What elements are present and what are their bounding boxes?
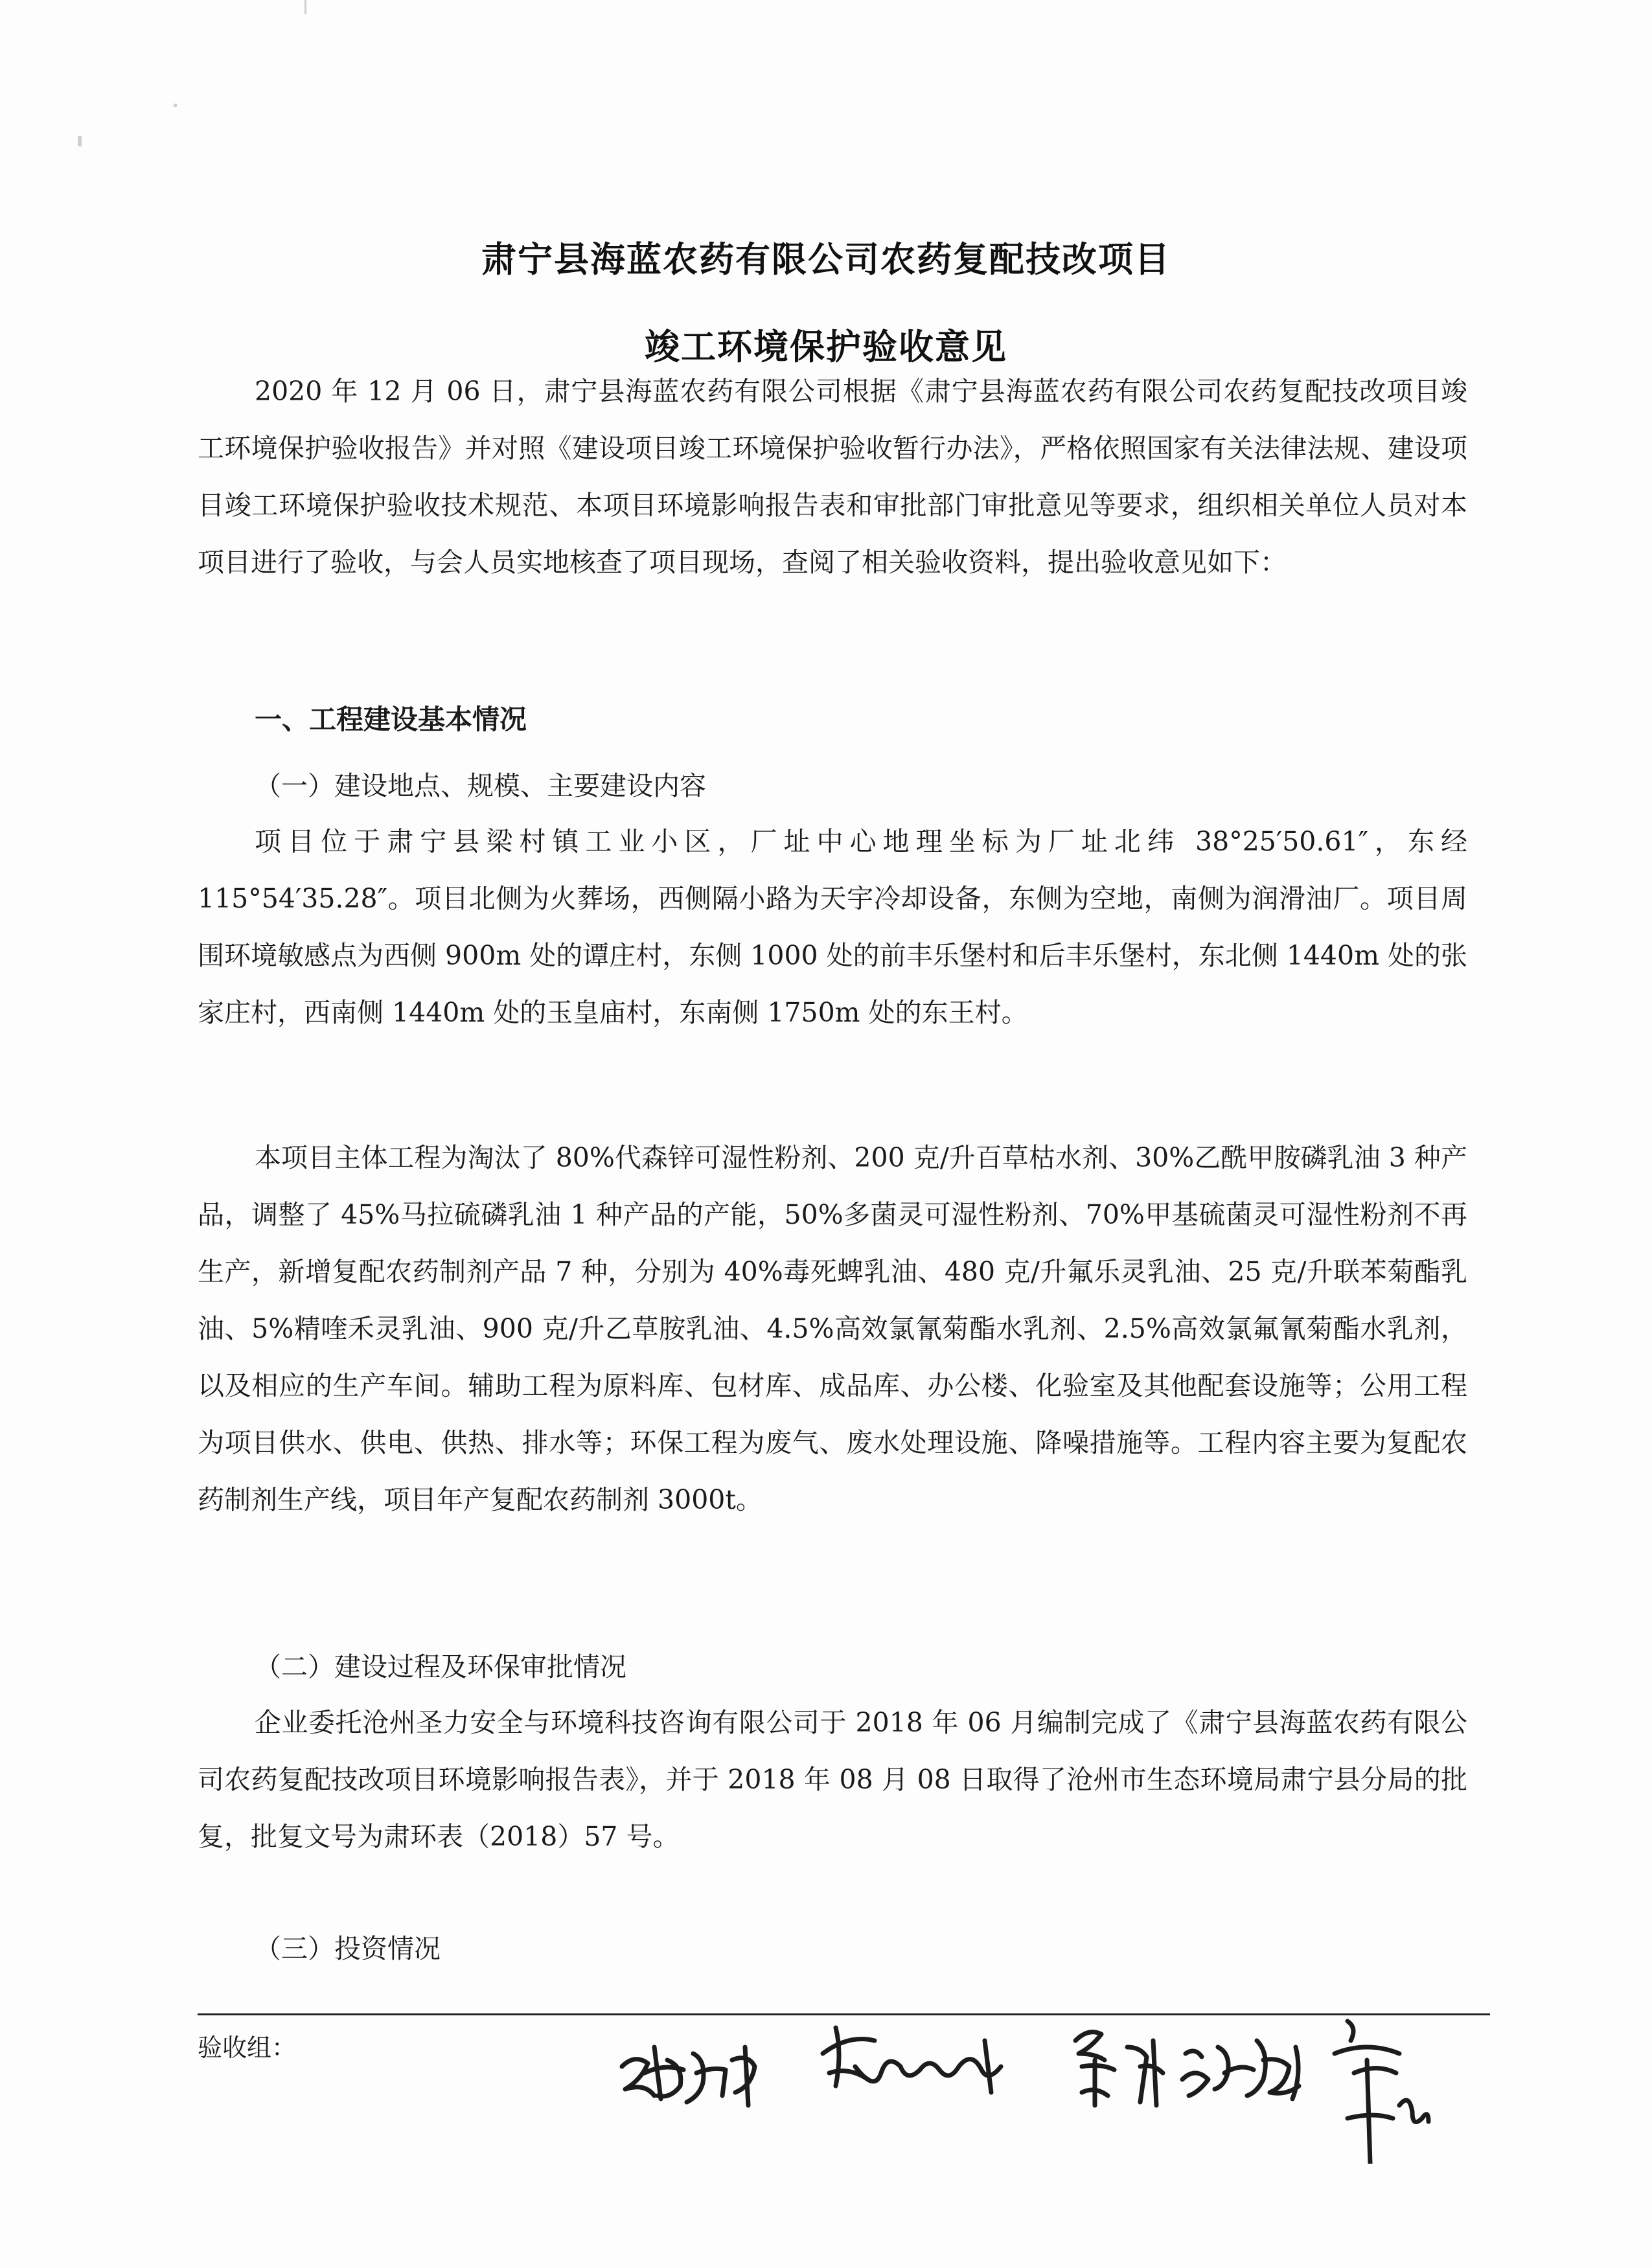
signature-3 [1075,2032,1163,2105]
signature-1 [622,2047,755,2105]
subheading-investment: （三）投资情况 [255,1933,441,1964]
signature-4 [1182,2041,1299,2099]
scan-artifact [174,104,177,107]
scan-artifact [304,0,306,14]
approval-paragraph: 企业委托沧州圣力安全与环境科技咨询有限公司于 2018 年 06 月编制完成了《肃宁县海蓝农药有限公司农药复配技改项目环境影响报告表》，并于 2018 年 08 月 08 日取得了沧州市生态环境局肃宁县分局的批复，批复文号为肃环表（2018）57 号。 [198,1707,1467,1852]
intro-paragraph: 2020 年 12 月 06 日，肃宁县海蓝农药有限公司根据《肃宁县海蓝农药有限公司农药复配技改项目竣工环境保护验收报告》并对照《建设项目竣工环境保护验收暂行办法》，严格依照国家有关法律法规、建设项目竣工环境保护验收技术规范、本项目环境影响报告表和审批部门审批意见等要求，组织相关单位人员对本项目进行了验收，与会人员实地核查了项目现场，查阅了相关验收资料，提出验收意见如下： [198,376,1467,578]
signature-2 [823,2028,1001,2092]
acceptance-group-label: 验收组： [198,2033,297,2062]
subheading-approval-process: （二）建设过程及环保审批情况 [255,1651,626,1682]
document-title-line2: 竣工环境保护验收意见 [645,326,1007,367]
subheading-location-scale: （一）建设地点、规模、主要建设内容 [255,770,706,801]
main-works-paragraph: 本项目主体工程为淘汰了 80%代森锌可湿性粉剂、200 克/升百草枯水剂、30%乙酰甲胺磷乳油 3 种产品，调整了 45%马拉硫磷乳油 1 种产品的产能，50%多菌灵可湿性粉剂、70%甲基硫菌灵可湿性粉剂不再生产，新增复配农药制剂产品 7 种，分别为 40%毒死蜱乳油、480 克/升氟乐灵乳油、25 克/升联苯菊酯乳油、5%精喹禾灵乳油、900 克/升乙草胺乳油、4.5%高效氯氰菊酯水乳剂、2.5%高效氯氟氰菊酯水乳剂，以及相应的生产车间。辅助工程为原料库、包材库、成品库、办公楼、化验室及其他配套设施等；公用工程为项目供水、供电、供热、排水等；环保工程为废气、废水处理设施、降噪措施等。工程内容主要为复配农药制剂生产线，项目年产复配农药制剂 3000t。 [198,1142,1467,1515]
section-heading-engineering: 一、工程建设基本情况 [255,704,527,735]
handwritten-signatures [583,1982,1555,2164]
scan-artifact [78,136,82,146]
signature-5 [1335,2021,1428,2164]
document-title-line1: 肃宁县海蓝农药有限公司农药复配技改项目 [481,239,1171,281]
location-paragraph: 项目位于肃宁县梁村镇工业小区，厂址中心地理坐标为厂址北纬 38°25′50.61″，东经 115°54′35.28″。项目北侧为火葬场，西侧隔小路为天宇冷却设备，东侧为空地，南侧为润滑油厂。项目周围环境敏感点为西侧 900m 处的谭庄村，东侧 1000 处的前丰乐堡村和后丰乐堡村，东北侧 1440m 处的张家庄村，西南侧 1440m 处的玉皇庙村，东南侧 1750m 处的东王村。 [198,826,1467,1028]
